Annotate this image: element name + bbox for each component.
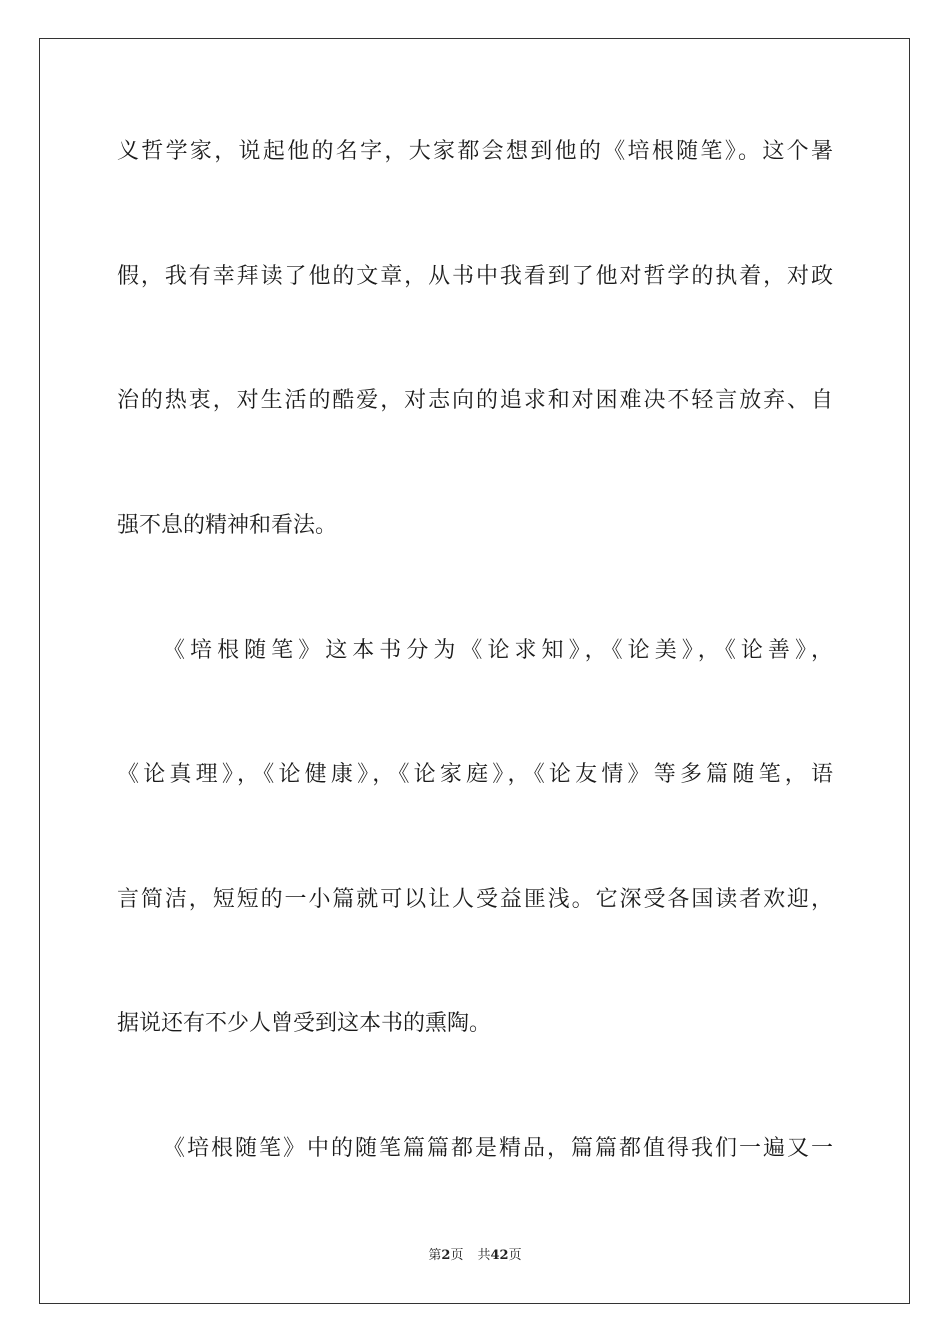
body-text-line: 假，我有幸拜读了他的文章，从书中我看到了他对哲学的执着，对政	[117, 264, 833, 289]
page-total: 42	[490, 1248, 509, 1263]
page-footer	[0, 1246, 950, 1266]
body-text-line: 强不息的精神和看法。	[117, 513, 338, 538]
page-suffix: 页	[450, 1248, 464, 1263]
body-text-line: 治的热衷，对生活的酷爱，对志向的追求和对困难决不轻言放弃、自	[117, 388, 833, 413]
body-text-line: 言简洁，短短的一小篇就可以让人受益匪浅。它深受各国读者欢迎，	[117, 887, 833, 912]
body-text-line: 义哲学家，说起他的名字，大家都会想到他的《培根随笔》。这个暑	[117, 139, 833, 164]
page-border	[39, 38, 910, 1304]
body-text-line: 据说还有不少人曾受到这本书的熏陶。	[117, 1011, 492, 1036]
paragraph-first-line: 《培根随笔》中的随笔篇篇都是精品，篇篇都值得我们一遍又一	[163, 1136, 833, 1161]
page-current: 2	[441, 1248, 451, 1263]
paragraph-first-line: 《培根随笔》这本书分为《论求知》，《论美》，《论善》，	[163, 638, 833, 663]
total-suffix: 页	[508, 1248, 522, 1263]
body-text-line: 《论真理》，《论健康》，《论家庭》，《论友情》等多篇随笔，语	[117, 762, 833, 787]
total-prefix: 共	[477, 1248, 491, 1263]
page-prefix: 第	[428, 1248, 442, 1263]
